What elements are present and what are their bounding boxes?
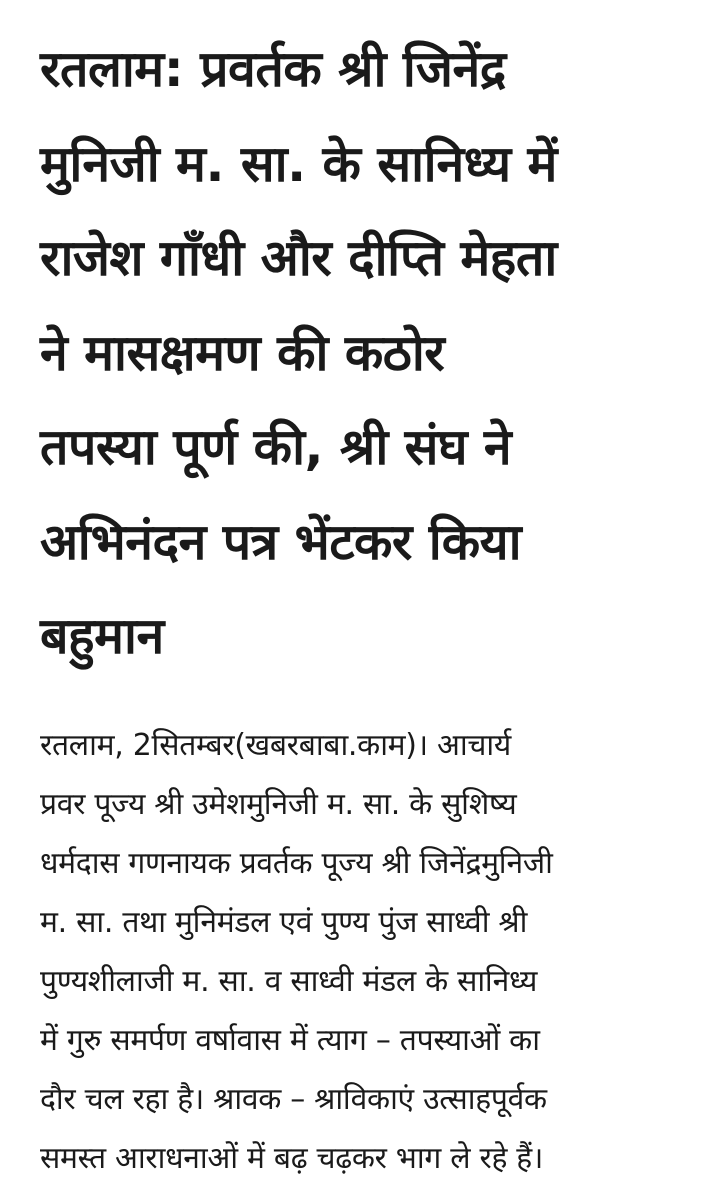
headline-line: बहुमान — [40, 607, 164, 665]
body-line: समस्त आराधनाओं में बढ़ चढ़कर भाग ले रहे हैं। — [40, 1141, 544, 1176]
article-headline — [40, 22, 700, 684]
body-line: म. सा. तथा मुनिमंडल एवं पुण्य पुंज साध्वी श्री — [40, 905, 528, 940]
headline-line: रतलाम: प्रवर्तक श्री जिनेंद्र — [40, 40, 506, 98]
headline-line: अभिनंदन पत्र भेंटकर किया — [40, 512, 522, 571]
body-line: में गुरु समर्पण वर्षावास में त्याग – तपस्याओं का — [40, 1023, 540, 1058]
headline-line: तपस्या पूर्ण की, श्री संघ ने — [40, 418, 512, 476]
body-line: दौर चल रहा है। श्रावक – श्राविकाएं उत्साहपूर्वक — [40, 1082, 547, 1117]
headline-line: राजेश गाँधी और दीप्ति मेहता — [40, 229, 557, 287]
article-container — [40, 22, 700, 684]
headline-line: ने मासक्षमण की कठोर — [40, 323, 445, 382]
body-line: पुण्यशीलाजी म. सा. व साध्वी मंडल के सानिध्य — [40, 964, 538, 999]
body-line: रतलाम, 2सितम्बर(खबरबाबा.काम)। आचार्य — [40, 728, 511, 763]
body-line: प्रवर पूज्य श्री उमेशमुनिजी म. सा. के सुशिष्य — [40, 787, 517, 822]
headline-line: मुनिजी म. सा. के सानिध्य में — [40, 134, 557, 193]
body-line: धर्मदास गणनायक प्रवर्तक पूज्य श्री जिनेंद्रमुनिजी — [40, 846, 553, 881]
article-body-paragraph — [40, 716, 710, 1188]
